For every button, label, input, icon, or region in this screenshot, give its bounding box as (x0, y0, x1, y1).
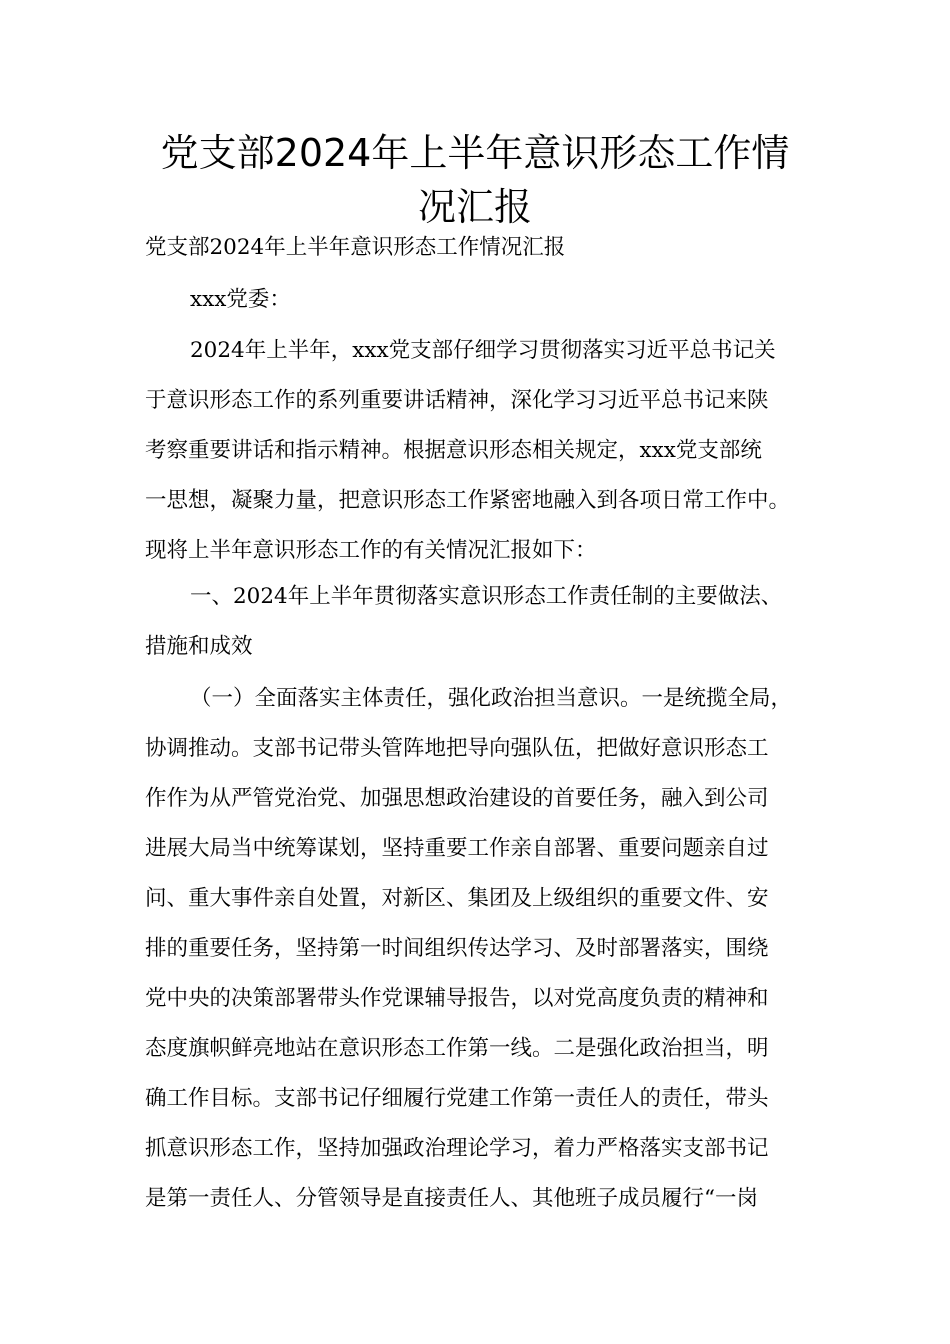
body-line: 于意识形态工作的系列重要讲话精神，深化学习习近平总书记来陕 (145, 388, 769, 413)
body-line: （一）全面落实主体责任，强化政治担当意识。一是统揽全局， (190, 686, 793, 711)
document-subtitle: 党支部2024年上半年意识形态工作情况汇报 (145, 235, 566, 260)
body-line: 现将上半年意识形态工作的有关情况汇报如下： (145, 538, 597, 563)
body-line: 一思想，凝聚力量，把意识形态工作紧密地融入到各项日常工作中。 (145, 488, 791, 513)
body-line: 党中央的决策部署带头作党课辅导报告，以对党高度负责的精神和 (145, 986, 769, 1011)
section-heading: 一、2024年上半年贯彻落实意识形态工作责任制的主要做法、 (190, 584, 783, 609)
document-title: 党支部2024年上半年意识形态工作情 况汇报 (160, 131, 790, 229)
body-line: 2024年上半年，xxx党支部仔细学习贯彻落实习近平总书记关 (190, 338, 776, 363)
body-line: 考察重要讲话和指示精神。根据意识形态相关规定，xxx党支部统 (145, 438, 762, 463)
salutation: xxx党委： (190, 287, 291, 312)
body-line: 是第一责任人、分管领导是直接责任人、其他班子成员履行“一岗 (145, 1186, 758, 1211)
section-heading-cont: 措施和成效 (145, 634, 253, 659)
body-line: 确工作目标。支部书记仔细履行党建工作第一责任人的责任，带头 (145, 1086, 769, 1111)
body-line: 抓意识形态工作，坚持加强政治理论学习，着力严格落实支部书记 (145, 1136, 769, 1161)
body-line: 作作为从严管党治党、加强思想政治建设的首要任务，融入到公司 (145, 786, 769, 811)
body-line: 态度旗帜鲜亮地站在意识形态工作第一线。二是强化政治担当，明 (145, 1036, 769, 1061)
body-line: 问、重大事件亲自处置，对新区、集团及上级组织的重要文件、安 (145, 886, 769, 911)
body-line: 排的重要任务，坚持第一时间组织传达学习、及时部署落实，围绕 (145, 936, 769, 961)
body-line: 协调推动。支部书记带头管阵地把导向强队伍，把做好意识形态工 (145, 736, 769, 761)
body-line: 进展大局当中统筹谋划，坚持重要工作亲自部署、重要问题亲自过 (145, 836, 769, 861)
